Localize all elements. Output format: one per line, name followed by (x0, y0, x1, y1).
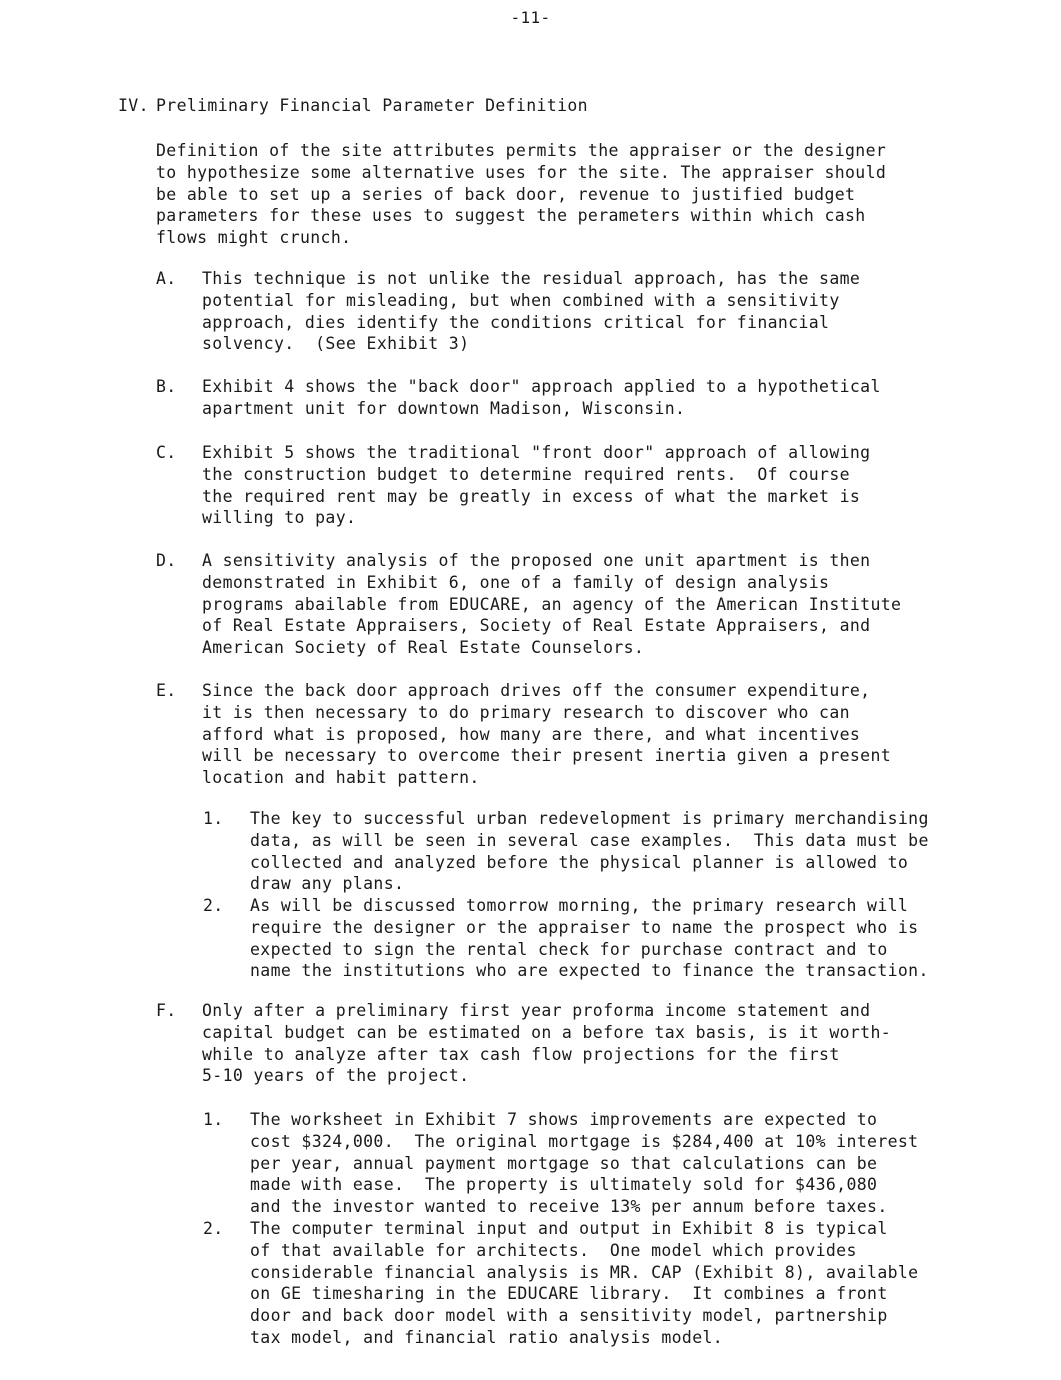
subitem-line: made with ease. The property is ultimately sold for $436,080 (250, 1175, 878, 1195)
item-a (156, 268, 1016, 355)
section-numeral: IV. (118, 96, 149, 115)
item-label: B. (156, 377, 177, 396)
subitem-text (250, 895, 1003, 982)
item-line: potential for misleading, but when combined with a sensitivity (202, 290, 840, 310)
intro-line: Definition of the site attributes permits the appraiser or the designer (156, 141, 887, 160)
subitem-line: require the designer or the appraiser to name the prospect who is (250, 917, 919, 937)
subitem-f-2 (203, 1218, 1003, 1349)
item-line: location and habit pattern. (202, 768, 480, 788)
subitem-e-2 (203, 895, 1003, 982)
subitem-line: collected and analyzed before the physical planner is allowed to (250, 852, 909, 872)
intro-line: parameters for these uses to suggest the perameters within which cash (156, 206, 866, 226)
subitem-line: expected to sign the rental check for purchase contract and to (250, 939, 888, 959)
item-text (202, 680, 1016, 789)
item-line: approach, dies identify the conditions critical for financial (202, 312, 830, 332)
item-label: E. (156, 681, 177, 700)
section-title: Preliminary Financial Parameter Definition (156, 96, 588, 115)
item-line: while to analyze after tax cash flow projections for the first (202, 1044, 840, 1064)
item-text (202, 376, 1016, 420)
subitem-f-1 (203, 1109, 1003, 1218)
subitem-text (250, 808, 1003, 895)
item-text (202, 550, 1016, 659)
subitem-line: data, as will be seen in several case examples. This data must be (250, 830, 929, 850)
item-line: Since the back door approach drives off the consumer expenditure, (202, 681, 871, 700)
item-c (156, 442, 1016, 529)
subitem-line: The key to successful urban redevelopment is primary merchandising (250, 809, 929, 828)
subitem-line: name the institutions who are expected to finance the transaction. (250, 961, 929, 981)
item-line: Exhibit 5 shows the traditional "front door" approach of allowing (202, 443, 871, 462)
page-number: -11- (510, 8, 551, 27)
item-line: 5-10 years of the project. (202, 1066, 470, 1086)
item-line: Only after a preliminary first year proforma income statement and (202, 1001, 871, 1020)
item-text (202, 268, 1016, 355)
subitem-label: 2. (203, 896, 224, 915)
subitem-line: and the investor wanted to receive 13% per annum before taxes. (250, 1197, 888, 1217)
item-line: programs abailable from EDUCARE, an agency of the American Institute (202, 594, 902, 614)
item-line: solvency. (See Exhibit 3) (202, 334, 470, 354)
item-line: willing to pay. (202, 508, 357, 528)
subitem-text (250, 1109, 1003, 1218)
item-line: afford what is proposed, how many are there, and what incentives (202, 724, 861, 744)
item-line: the required rent may be greatly in excess of what the market is (202, 486, 861, 506)
item-line: will be necessary to overcome their present inertia given a present (202, 746, 892, 766)
subitem-e-1 (203, 808, 1003, 895)
subitem-line: The worksheet in Exhibit 7 shows improvements are expected to (250, 1110, 878, 1129)
item-label: C. (156, 443, 177, 462)
item-line: Exhibit 4 shows the "back door" approach applied to a hypothetical (202, 377, 881, 396)
item-label: F. (156, 1001, 177, 1020)
subitem-label: 2. (203, 1219, 224, 1238)
subitem-line: on GE timesharing in the EDUCARE library. It combines a front (250, 1284, 888, 1304)
subitem-line: draw any plans. (250, 874, 405, 894)
intro-line: be able to set up a series of back door, revenue to justified budget (156, 184, 856, 204)
subitem-line: of that available for architects. One model which provides (250, 1240, 857, 1260)
intro-line: to hypothesize some alternative uses for the site. The appraiser should (156, 162, 887, 182)
intro-paragraph (156, 140, 1006, 249)
item-line: the construction budget to determine required rents. Of course (202, 464, 850, 484)
item-label: D. (156, 551, 177, 570)
subitem-line: The computer terminal input and output in Exhibit 8 is typical (250, 1219, 888, 1238)
item-line: demonstrated in Exhibit 6, one of a family of design analysis (202, 572, 830, 592)
item-line: of Real Estate Appraisers, Society of Real Estate Appraisers, and (202, 616, 871, 636)
subitem-text (250, 1218, 1003, 1349)
subitem-line: cost $324,000. The original mortgage is $284,400 at 10% interest (250, 1131, 919, 1151)
item-line: it is then necessary to do primary research to discover who can (202, 702, 850, 722)
subitem-line: As will be discussed tomorrow morning, the primary research will (250, 896, 909, 915)
subitem-line: considerable financial analysis is MR. CAP (Exhibit 8), available (250, 1262, 919, 1282)
subitem-line: door and back door model with a sensitivity model, partnership (250, 1306, 888, 1326)
item-line: apartment unit for downtown Madison, Wisconsin. (202, 398, 686, 418)
item-f (156, 1000, 1016, 1087)
item-line: capital budget can be estimated on a before tax basis, is it worth- (202, 1022, 892, 1042)
intro-line: flows might crunch. (156, 228, 352, 248)
item-d (156, 550, 1016, 659)
subitem-line: tax model, and financial ratio analysis model. (250, 1327, 724, 1347)
subitem-label: 1. (203, 1110, 224, 1129)
item-line: This technique is not unlike the residual approach, has the same (202, 269, 861, 288)
item-text (202, 442, 1016, 529)
item-label: A. (156, 269, 177, 288)
item-line: A sensitivity analysis of the proposed one unit apartment is then (202, 551, 871, 570)
subitem-line: per year, annual payment mortgage so that calculations can be (250, 1153, 878, 1173)
item-e (156, 680, 1016, 789)
subitem-label: 1. (203, 809, 224, 828)
section-heading (118, 96, 1018, 115)
item-text (202, 1000, 1016, 1087)
item-b (156, 376, 1016, 420)
item-line: American Society of Real Estate Counselors. (202, 638, 645, 658)
